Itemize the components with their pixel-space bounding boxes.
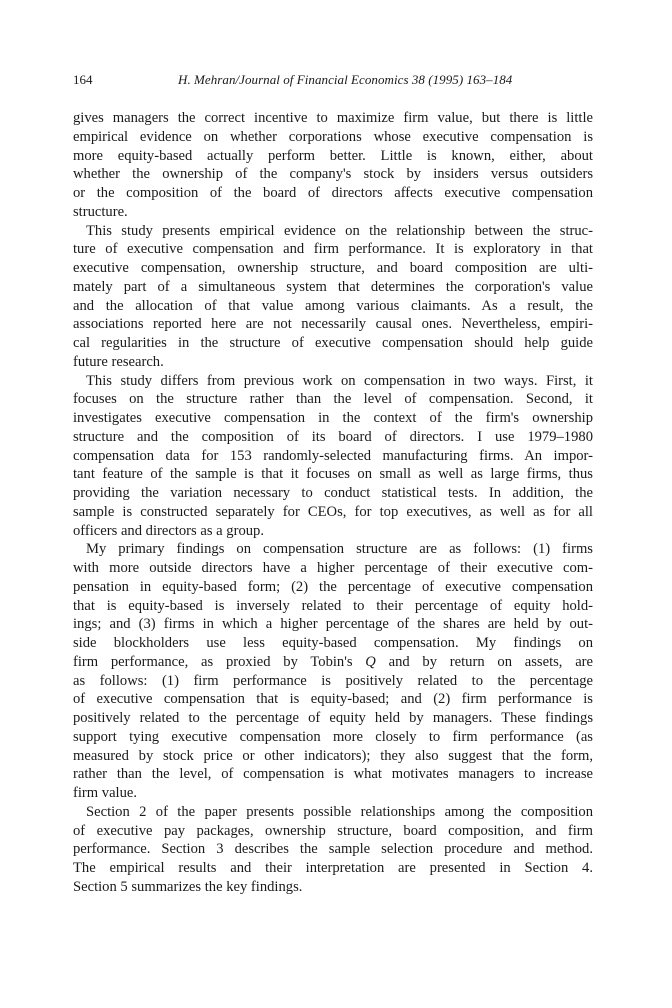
text-line: associations reported here are not necessarily causal ones. Nevertheless, empiri- xyxy=(73,316,593,333)
running-head xyxy=(73,71,593,89)
math-variable-q: Q xyxy=(365,653,376,670)
text-line: gives managers the correct incentive to maximize firm value, but there is little xyxy=(73,110,593,126)
text-line: This study presents empirical evidence on the relationship between the struc- xyxy=(86,222,593,239)
text-line: or the composition of the board of directors affects executive compensation xyxy=(73,185,593,201)
text-line: that is equity-based is inversely related to their percentage of equity hold- xyxy=(73,597,593,614)
text-line: sample is constructed separately for CEOs, for top executives, as well as for all xyxy=(73,503,593,520)
paragraph-2 xyxy=(73,222,593,372)
text-line: structure. xyxy=(73,203,128,220)
text-line: tant feature of the sample is that it focuses on small as well as large firms, thus xyxy=(73,466,593,483)
text-line: more equity-based actually perform better. Little is known, either, about xyxy=(73,147,593,164)
text-line: measured by stock price or other indicators); they also suggest that the form, xyxy=(73,747,593,764)
body-text xyxy=(73,109,593,897)
text-line: side blockholders use less equity-based compensation. My findings on xyxy=(73,635,593,651)
text-line: empirical evidence on whether corporations whose executive compensation is xyxy=(73,128,593,145)
text-line: structure and the composition of its board of directors. I use 1979–1980 xyxy=(73,428,593,445)
text-line: firm performance, as proxied by Tobin's Q and by return on assets, are xyxy=(73,653,594,670)
text-line: performance. Section 3 describes the sample selection procedure and method. xyxy=(73,841,593,858)
text-line: This study differs from previous work on compensation in two ways. First, it xyxy=(86,372,593,389)
text-line: as follows: (1) firm performance is positively related to the percentage xyxy=(73,672,593,689)
text-line: Section 2 of the paper presents possible relationships among the composition xyxy=(86,803,593,820)
text-line: and the allocation of that value among various claimants. As a result, the xyxy=(73,297,593,314)
text-line: of executive compensation that is equity-based; and (2) firm performance is xyxy=(73,691,593,708)
text-line: rather than the level, of compensation is what motivates managers to increase xyxy=(73,766,593,783)
paragraph-3 xyxy=(73,372,593,541)
text-line: mately part of a simultaneous system that determines the corporation's value xyxy=(73,278,593,295)
text-line: of executive pay packages, ownership structure, board composition, and firm xyxy=(73,822,593,839)
text-line: focuses on the structure rather than the level of compensation. Second, it xyxy=(73,391,593,408)
text-line: compensation data for 153 randomly-selected manufacturing firms. An impor- xyxy=(73,447,593,464)
text-line: executive compensation, ownership structure, and board composition are ulti- xyxy=(73,260,593,276)
text-line: with more outside directors have a higher percentage of their executive com- xyxy=(73,560,593,576)
text-line: Section 5 summarizes the key findings. xyxy=(73,878,303,895)
text-line: pensation in equity-based form; (2) the percentage of executive compensation xyxy=(73,578,593,595)
paragraph-4 xyxy=(73,540,593,803)
text-line: cal regularities in the structure of executive compensation should help guide xyxy=(73,335,593,351)
text-line: ture of executive compensation and firm performance. It is exploratory in that xyxy=(73,241,593,258)
text-line: firm value. xyxy=(73,785,138,801)
paragraph-1 xyxy=(73,109,593,222)
text-line: officers and directors as a group. xyxy=(73,522,265,539)
text-line: The empirical results and their interpretation are presented in Section 4. xyxy=(73,860,593,876)
page-number: 164 xyxy=(73,72,93,87)
text-line: positively related to the percentage of equity held by managers. These findings xyxy=(73,710,593,726)
text-line: ings; and (3) firms in which a higher percentage of the shares are held by out- xyxy=(73,616,593,633)
text-line: My primary findings on compensation structure are as follows: (1) firms xyxy=(86,541,593,558)
journal-citation: H. Mehran/Journal of Financial Economics 38 (1995) 163–184 xyxy=(178,72,513,87)
text-line: whether the ownership of the company's stock by insiders versus outsiders xyxy=(73,166,593,183)
text-line: support tying executive compensation more closely to firm performance (as xyxy=(73,728,593,745)
paragraph-5 xyxy=(73,803,593,897)
text-line: future research. xyxy=(73,353,164,370)
text-line: providing the variation necessary to conduct statistical tests. In addition, the xyxy=(73,485,593,501)
text-line: investigates executive compensation in the context of the firm's ownership xyxy=(73,410,593,426)
